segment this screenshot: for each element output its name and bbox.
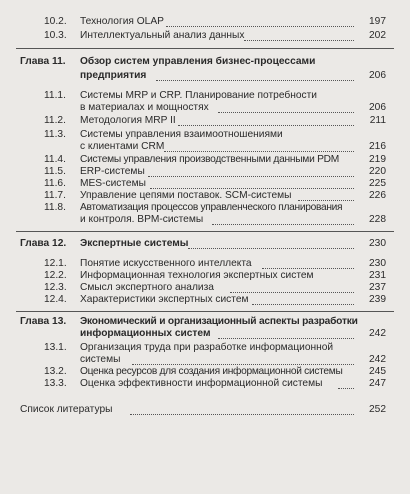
leader-dots: [262, 267, 354, 269]
toc-entry-number: 12.2.: [44, 270, 67, 281]
toc-entry-number: 13.2.: [44, 366, 67, 377]
chapter-page: 230: [369, 238, 386, 249]
toc-entry-number: 12.3.: [44, 282, 67, 293]
leader-dots: [130, 413, 354, 415]
leader-dots: [150, 187, 354, 189]
toc-entry-title: Автоматизация процессов управленческого планирования: [80, 202, 343, 213]
toc-entry-title: Технология OLAP: [80, 16, 164, 27]
toc-entry-title: Системы MRP и CRP. Планирование потребности: [80, 90, 317, 101]
toc-entry-page: 231: [369, 270, 386, 281]
toc-entry-title: с клиентами CRM: [80, 141, 165, 152]
chapter-label: Глава 13.: [20, 316, 67, 327]
leader-dots: [156, 79, 354, 81]
chapter-page: 206: [369, 70, 386, 81]
chapter-title: информационных систем: [80, 328, 211, 339]
toc-entry-title: Оценка ресурсов для создания информационной системы: [80, 366, 343, 377]
toc-entry-number: 13.3.: [44, 378, 67, 389]
toc-entry-page: 211: [369, 115, 386, 126]
toc-entry-title: и контроля. BPM-системы: [80, 214, 204, 225]
toc-entry-number: 11.7.: [44, 190, 66, 201]
toc-entry-page: 219: [369, 154, 386, 165]
toc-entry-title: Методология MRP II: [80, 115, 176, 126]
toc-entry-page: 225: [369, 178, 386, 189]
toc-entry-number: 11.5.: [44, 166, 66, 177]
leader-dots: [218, 111, 354, 113]
toc-entry-number: 10.3.: [44, 30, 67, 41]
toc-entry-title: Интеллектуальный анализ данных: [80, 30, 245, 41]
toc-entry-title: в материалах и мощностях: [80, 102, 209, 113]
toc-entry-page: 226: [369, 190, 386, 201]
toc-entry-page: 230: [369, 258, 386, 269]
toc-entry-number: 11.6.: [44, 178, 66, 189]
toc-entry-title: Системы управления производственными данными PDM: [80, 154, 339, 165]
toc-entry-number: 11.8.: [44, 202, 66, 213]
leader-dots: [230, 291, 354, 293]
toc-entry-page: 228: [369, 214, 386, 225]
toc-entry-page: 242: [369, 354, 386, 365]
toc-entry-title: системы: [80, 354, 121, 365]
leader-dots: [166, 25, 354, 27]
leader-dots: [298, 199, 354, 201]
leader-dots: [244, 39, 354, 41]
toc-entry-page: 245: [369, 366, 386, 377]
toc-entry-number: 11.2.: [44, 115, 66, 126]
toc-entry-title: Оценка эффективности информационной системы: [80, 378, 323, 389]
chapter-label: Глава 11.: [20, 56, 66, 67]
chapter-divider: [16, 48, 394, 49]
toc-entry-number: 10.2.: [44, 16, 67, 27]
chapter-title: Экономический и организационный аспекты разработки: [80, 316, 358, 327]
leader-dots: [188, 247, 354, 249]
toc-entry-title: Понятие искусственного интеллекта: [80, 258, 252, 269]
toc-entry-title: Системы управления взаимоотношениями: [80, 129, 283, 140]
toc-entry-title: Характеристики экспертных систем: [80, 294, 249, 305]
toc-entry-title: Организация труда при разработке информационной: [80, 342, 334, 353]
chapter-divider: [16, 311, 394, 312]
leader-dots: [164, 150, 354, 152]
leader-dots: [218, 337, 354, 339]
toc-entry-page: 237: [369, 282, 386, 293]
leader-dots: [338, 387, 354, 389]
toc-entry-number: 12.4.: [44, 294, 67, 305]
chapter-title: предприятия: [80, 70, 147, 81]
toc-entry-page: 220: [369, 166, 386, 177]
toc-entry-title: Список литературы: [20, 404, 113, 415]
chapter-label: Глава 12.: [20, 238, 67, 249]
toc-entry-title: Управление цепями поставок. SCM-системы: [80, 190, 292, 201]
toc-entry-page: 202: [369, 30, 386, 41]
toc-entry-page: 252: [369, 404, 386, 415]
leader-dots: [178, 124, 354, 126]
toc-entry-number: 11.3.: [44, 129, 66, 140]
leader-dots: [252, 303, 354, 305]
toc-entry-title: MES-системы: [80, 178, 146, 189]
chapter-title: Экспертные системы: [80, 238, 189, 249]
toc-entry-page: 247: [369, 378, 386, 389]
leader-dots: [132, 363, 354, 365]
leader-dots: [212, 223, 354, 225]
chapter-divider: [16, 231, 394, 232]
toc-entry-title: Смысл экспертного анализа: [80, 282, 214, 293]
leader-dots: [148, 175, 354, 177]
toc-entry-number: 11.4.: [44, 154, 66, 165]
toc-entry-title: Информационная технология экспертных систем: [80, 270, 314, 281]
toc-entry-page: 206: [369, 102, 386, 113]
toc-entry-title: ERP-системы: [80, 166, 145, 177]
toc-entry-page: 197: [369, 16, 386, 27]
chapter-title: Обзор систем управления бизнес-процессами: [80, 56, 316, 67]
toc-entry-number: 12.1.: [44, 258, 67, 269]
toc-entry-number: 13.1.: [44, 342, 67, 353]
toc-entry-number: 11.1.: [44, 90, 66, 101]
chapter-page: 242: [369, 328, 386, 339]
toc-entry-page: 239: [369, 294, 386, 305]
toc-entry-page: 216: [369, 141, 386, 152]
